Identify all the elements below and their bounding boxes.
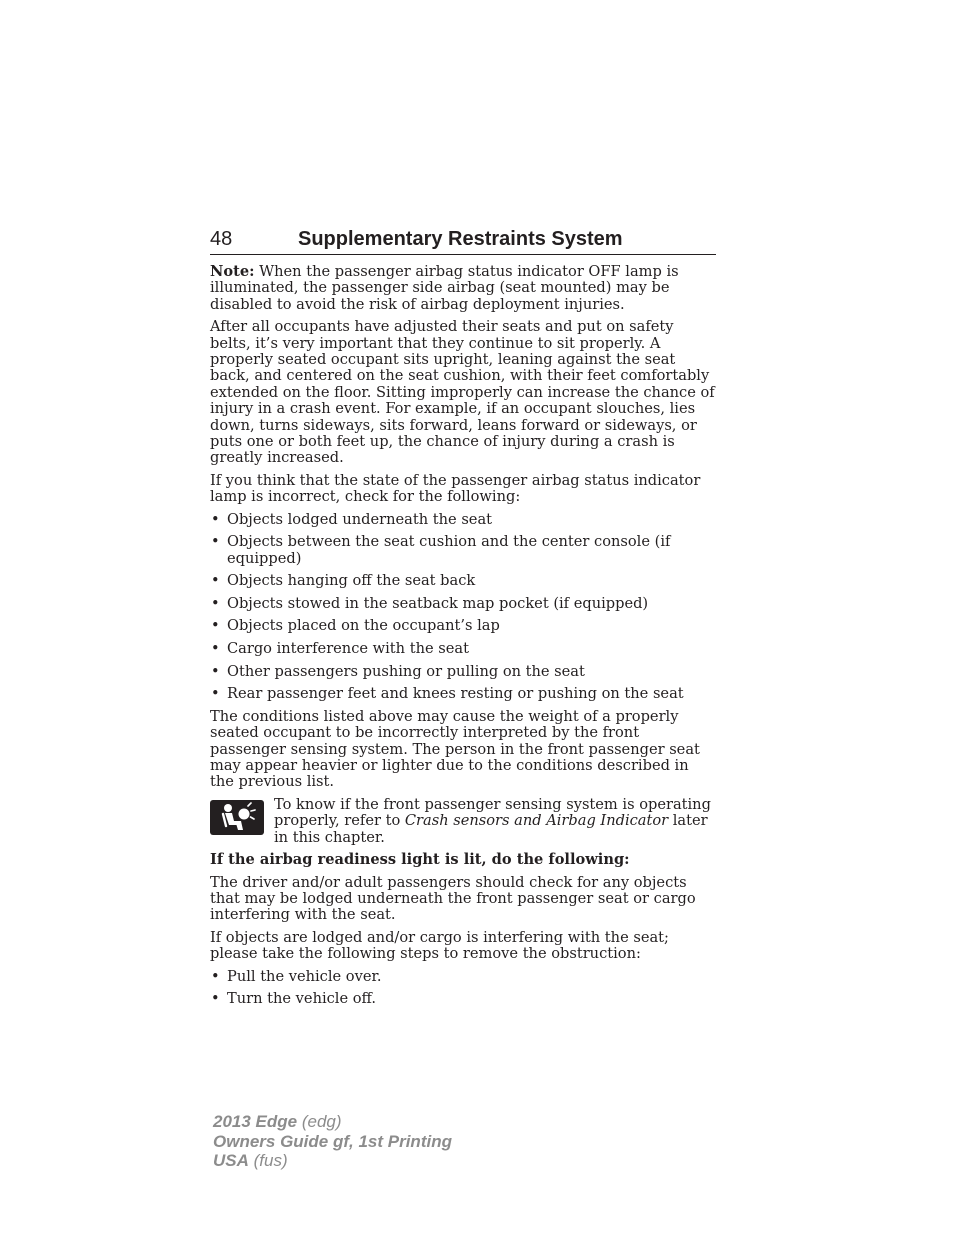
manual-page	[210, 228, 716, 1014]
icon-note	[210, 797, 716, 846]
check-list	[210, 512, 716, 703]
footer-line-guide: Owners Guide gf, 1st Printing	[213, 1131, 452, 1151]
section-title: Supplementary Restraints System	[298, 228, 623, 250]
list-item: • Rear passenger feet and knees resting or pushing on the seat	[210, 686, 716, 702]
airbag-icon	[210, 800, 264, 835]
list-item: • Pull the vehicle over.	[210, 969, 716, 985]
steps-list	[210, 969, 716, 1008]
list-item: • Cargo interference with the seat	[210, 641, 716, 657]
list-item: • Objects between the seat cushion and the center console (if equipped)	[210, 534, 716, 567]
note-label: Note:	[210, 263, 255, 280]
paragraph-driver-check: The driver and/or adult passengers should check for any objects that may be lodged underneath the front passenger seat or cargo interfering with the seat.	[210, 873, 696, 924]
list-item: • Objects placed on the occupant’s lap	[210, 618, 716, 634]
paragraph-steps-intro: If objects are lodged and/or cargo is interfering with the seat; please take the following steps to remove the obstruction:	[210, 928, 669, 963]
paragraph-seating: After all occupants have adjusted their seats and put on safety belts, it’s very important that they continue to sit properly. A properly seated occupant sits upright, leaning against the seat back, and centered on the seat cushion, with their feet comfortably extended on the floor. Sitting improperly can increase the chance of injury in a crash event. For example, if an occupant slouches, lies down, turns sideways, sits forward, leans forward or sideways, or puts one or both feet up, the chance of injury during a crash is greatly increased.	[210, 318, 715, 467]
list-item: • Objects hanging off the seat back	[210, 573, 716, 589]
footer-line-market: USA (fus)	[213, 1151, 288, 1170]
page-header	[210, 228, 716, 255]
icon-note-text: To know if the front passenger sensing system is operating properly, refer to Crash sensors and Airbag Indicator later in this chapter.	[274, 795, 711, 846]
page-footer	[213, 1112, 452, 1171]
list-item: • Objects lodged underneath the seat	[210, 512, 716, 528]
note-paragraph	[210, 264, 716, 313]
list-item: • Other passengers pushing or pulling on the seat	[210, 664, 716, 680]
note-text: When the passenger airbag status indicator OFF lamp is illuminated, the passenger side airbag (seat mounted) may be disabled to avoid the risk of airbag deployment injuries.	[210, 263, 679, 313]
footer-line-model: 2013 Edge (edg)	[213, 1112, 342, 1131]
page-number: 48	[210, 228, 233, 250]
paragraph-check-intro: If you think that the state of the passenger airbag status indicator lamp is incorrect, check for the following:	[210, 471, 701, 506]
subheading: If the airbag readiness light is lit, do the following:	[210, 851, 630, 869]
list-item: • Objects stowed in the seatback map pocket (if equipped)	[210, 596, 716, 612]
list-item: • Turn the vehicle off.	[210, 991, 716, 1007]
cross-reference: Crash sensors and Airbag Indicator	[404, 812, 669, 830]
paragraph-conditions: The conditions listed above may cause the weight of a properly seated occupant to be incorrectly interpreted by the front passenger sensing system. The person in the front passenger seat may appear heavier or lighter due to the conditions described in the previous list.	[210, 707, 700, 791]
